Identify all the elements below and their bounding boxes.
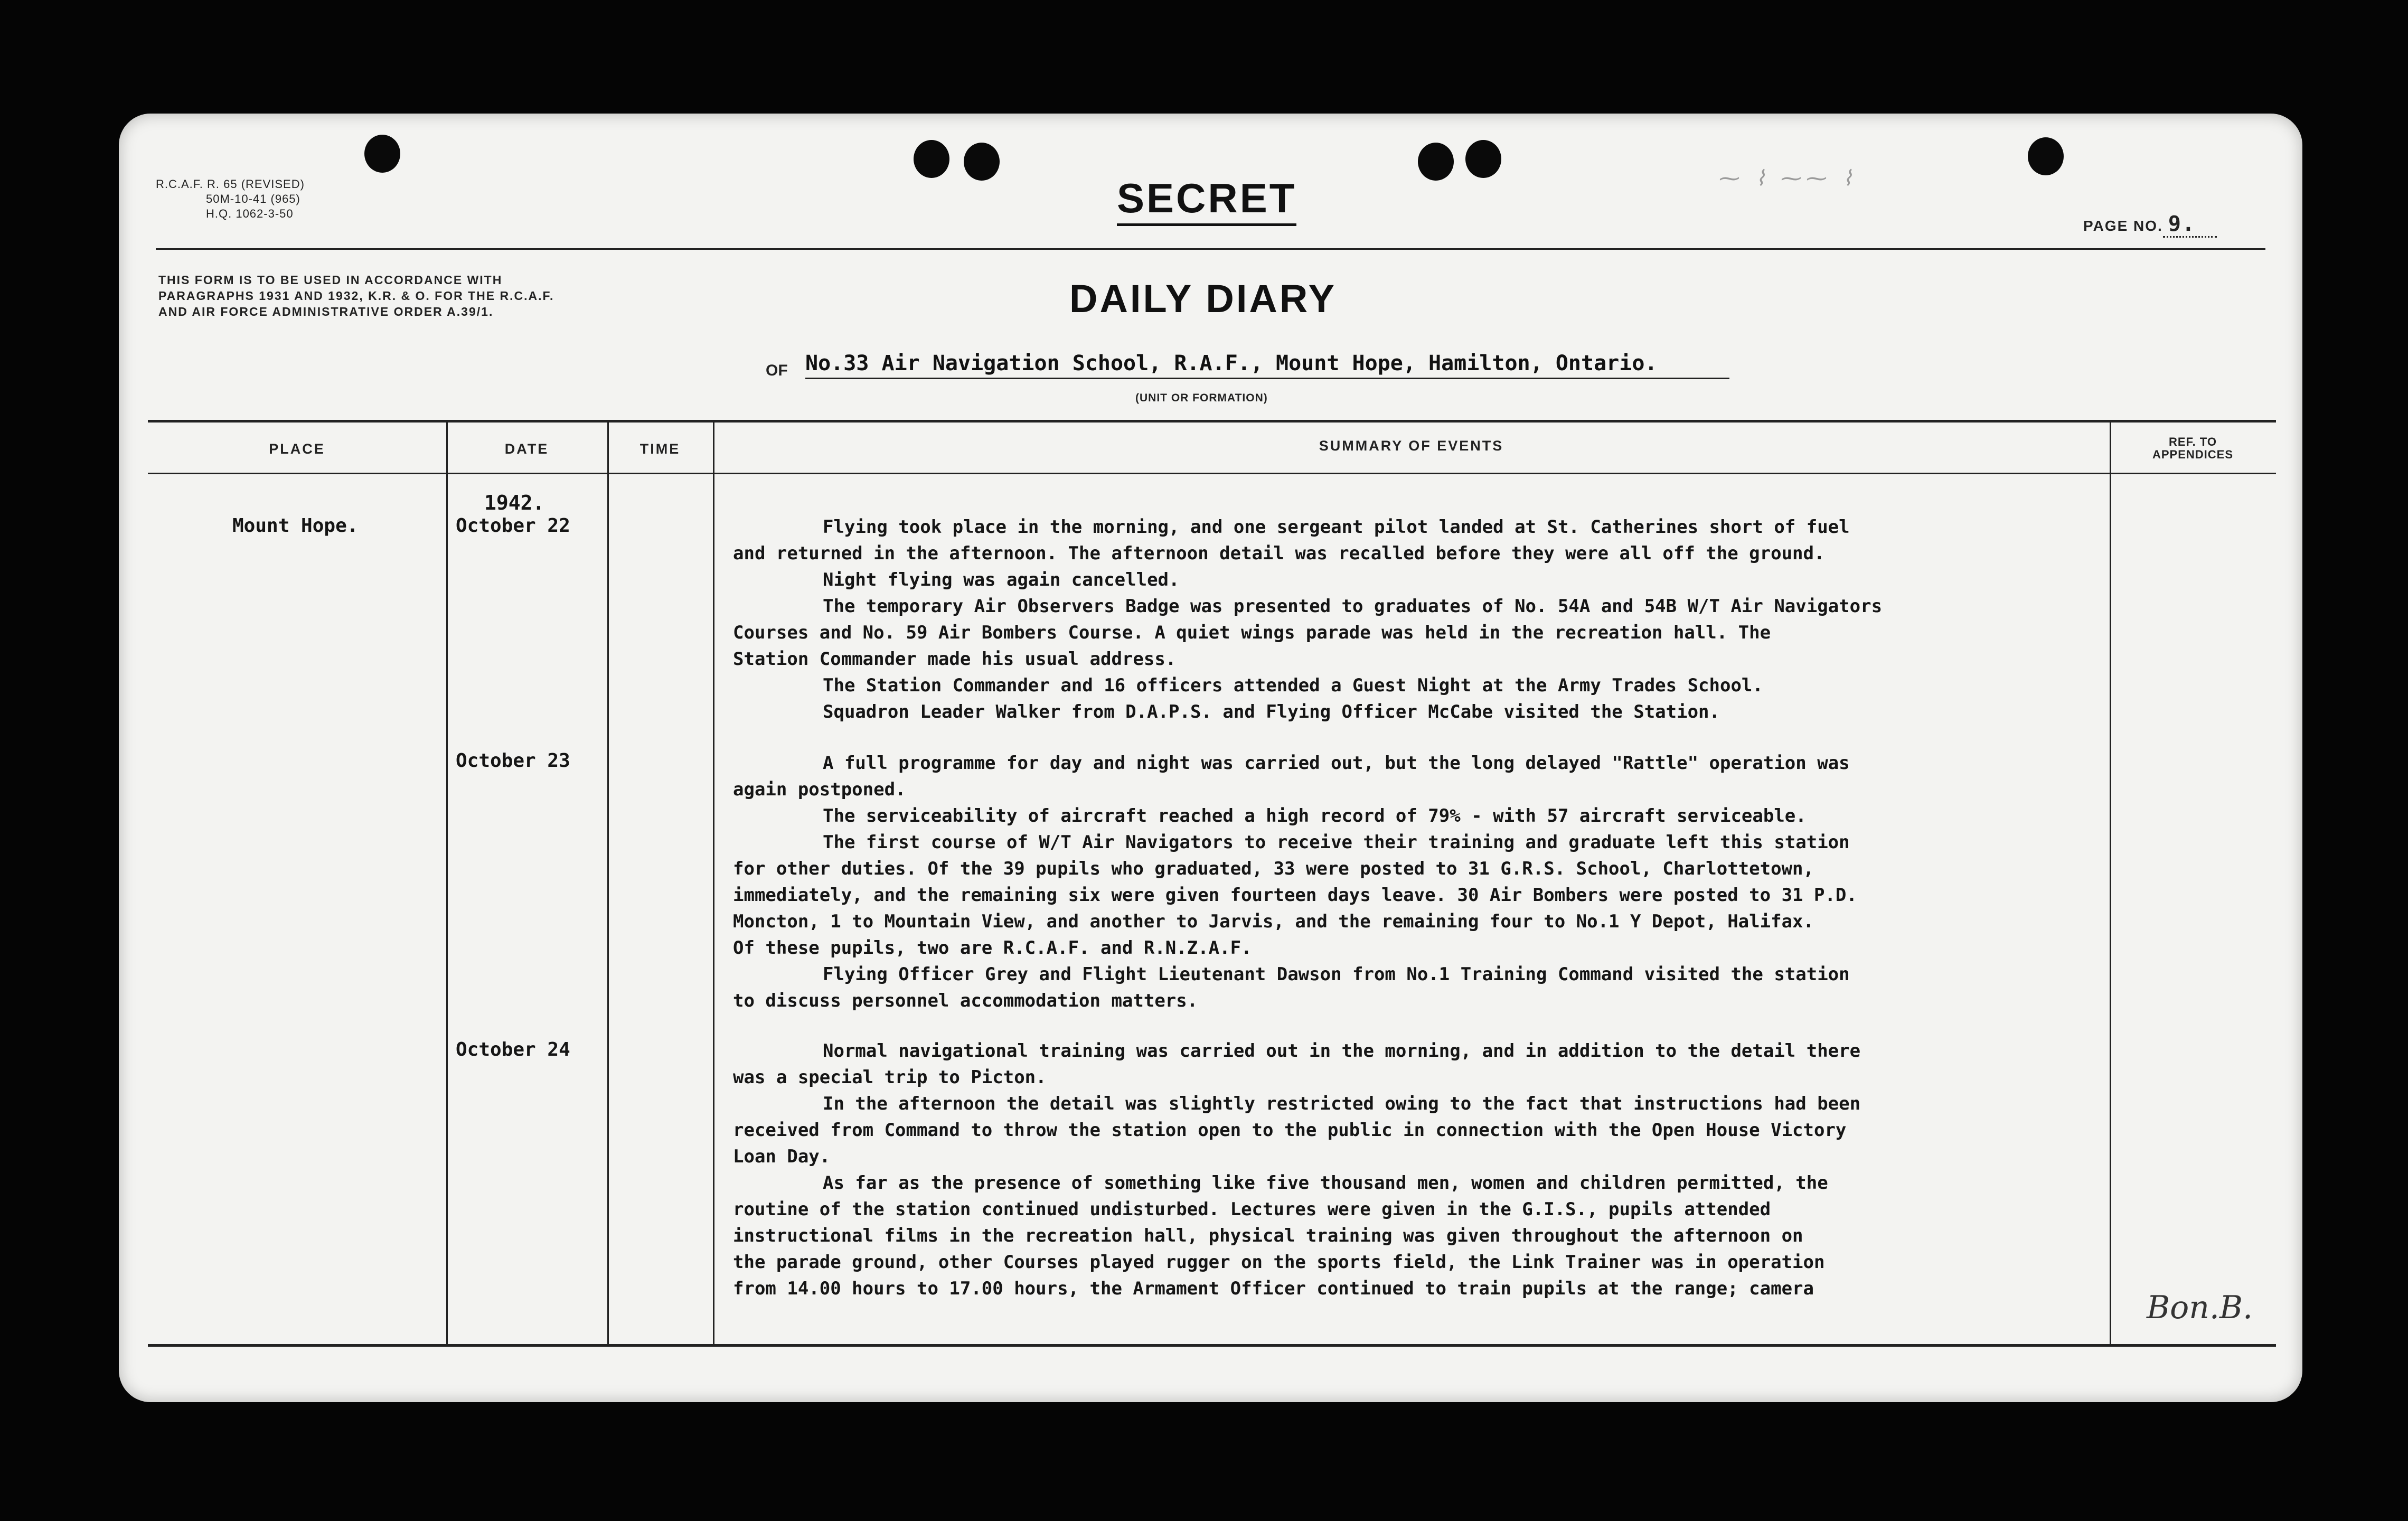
- punch-hole: [964, 143, 1000, 181]
- appendices-line: REF. TO: [2169, 435, 2217, 448]
- table-header-rule: [148, 473, 2276, 474]
- summary-line: again postponed.: [733, 779, 906, 800]
- form-ref-line: H.Q. 1062-3-50: [206, 207, 294, 220]
- summary-line: Station Commander made his usual address.: [733, 649, 1177, 670]
- date-cell: October 23: [456, 750, 570, 772]
- summary-line: As far as the presence of something like five thousand men, women and children permitted, the: [823, 1172, 1828, 1194]
- place-cell: Mount Hope.: [232, 515, 359, 537]
- form-title: DAILY DIARY: [1069, 277, 1337, 321]
- form-usage-notice: THIS FORM IS TO BE USED IN ACCORDANCE WITH PARAGRAPHS 1931 AND 1932, K.R. & O. FOR THE R.C.A.F. AND AIR FORCE ADMINISTRATIVE ORDER A.39/1.: [158, 273, 554, 318]
- page-label: PAGE NO.: [2083, 218, 2163, 234]
- column-divider: [713, 420, 714, 1344]
- summary-line: from 14.00 hours to 17.00 hours, the Armament Officer continued to train pupils at the range; camera: [733, 1278, 1814, 1299]
- summary-line: Of these pupils, two are R.C.A.F. and R.N.Z.A.F.: [733, 937, 1252, 959]
- year-cell: 1942.: [484, 491, 545, 514]
- summary-line: Moncton, 1 to Mountain View, and another to Jarvis, and the remaining four to No.1 Y Depot, Halifax.: [733, 911, 1814, 932]
- form-reference: [156, 177, 305, 221]
- event-summary: [733, 750, 2132, 1014]
- summary-line: A full programme for day and night was carried out, but the long delayed "Rattle" operation was: [823, 753, 1850, 774]
- handwritten-initials: Bon.B.: [2147, 1289, 2253, 1326]
- summary-line: Flying took place in the morning, and one sergeant pilot landed at St. Catherines short of fuel: [823, 517, 1850, 538]
- summary-line: The temporary Air Observers Badge was presented to graduates of No. 54A and 54B W/T Air Navigators: [823, 596, 1883, 617]
- punch-hole: [364, 135, 400, 173]
- summary-line: Courses and No. 59 Air Bombers Course. A quiet wings parade was held in the recreation hall. The: [733, 622, 1771, 643]
- faint-scribble: ⁓ ⌇ ⁓⁓ ⌇: [1719, 166, 1857, 191]
- summary-line: the parade ground, other Courses played rugger on the sports field, the Link Trainer was in operation: [733, 1252, 1825, 1273]
- form-ref-line: R.C.A.F. R. 65 (REVISED): [156, 177, 305, 191]
- punch-hole: [1465, 140, 1501, 178]
- date-cell: October 24: [456, 1039, 570, 1060]
- date-cell: October 22: [456, 515, 570, 537]
- column-header-place: PLACE: [269, 441, 325, 457]
- summary-line: instructional films in the recreation hall, physical training was given throughout the afternoon on: [733, 1225, 1803, 1246]
- column-divider: [607, 420, 609, 1344]
- summary-line: The first course of W/T Air Navigators to receive their training and graduate left this station: [823, 832, 1850, 853]
- summary-line: In the afternoon the detail was slightly restricted owing to the fact that instructions had been: [823, 1093, 1861, 1114]
- summary-line: Flying Officer Grey and Flight Lieutenant Dawson from No.1 Training Command visited the station: [823, 964, 1850, 985]
- divider: [156, 248, 2265, 250]
- of-label: OF: [766, 362, 788, 379]
- summary-line: received from Command to throw the station open to the public in connection with the Open House Victory: [733, 1120, 1847, 1141]
- summary-line: routine of the station continued undisturbed. Lectures were given in the G.I.S., pupils attended: [733, 1199, 1771, 1220]
- diary-form-sheet: [119, 114, 2302, 1402]
- page-number: [2083, 212, 2217, 236]
- column-divider: [446, 420, 448, 1344]
- unit-field: No.33 Air Navigation School, R.A.F., Mount Hope, Hamilton, Ontario.: [805, 351, 1729, 379]
- summary-line: The serviceability of aircraft reached a high record of 79% - with 57 aircraft serviceable.: [823, 805, 1807, 827]
- summary-line: Squadron Leader Walker from D.A.P.S. and Flying Officer McCabe visited the Station.: [823, 701, 1720, 722]
- page-number-value: 9.: [2163, 212, 2217, 238]
- summary-line: for other duties. Of the 39 pupils who graduated, 33 were posted to 31 G.R.S. School, Charlottetown,: [733, 858, 1814, 879]
- punch-hole: [914, 140, 949, 178]
- summary-line: Normal navigational training was carried out in the morning, and in addition to the detail there: [823, 1040, 1861, 1062]
- classification-heading: SECRET: [1117, 174, 1296, 226]
- unit-caption: (UNIT OR FORMATION): [1135, 392, 1268, 404]
- summary-line: immediately, and the remaining six were given fourteen days leave. 30 Air Bombers were posted to 31 P.D.: [733, 885, 1857, 906]
- summary-line: was a special trip to Picton.: [733, 1067, 1047, 1088]
- appendices-line: APPENDICES: [2152, 448, 2234, 461]
- column-header-summary: SUMMARY OF EVENTS: [1319, 438, 1504, 454]
- summary-line: and returned in the afternoon. The afternoon detail was recalled before they were all off the ground.: [733, 543, 1825, 564]
- summary-line: to discuss personnel accommodation matters.: [733, 990, 1198, 1011]
- event-summary: [733, 514, 2132, 725]
- summary-line: Night flying was again cancelled.: [823, 569, 1180, 590]
- column-header-appendices: [2110, 436, 2276, 461]
- punch-hole: [1418, 143, 1454, 181]
- form-ref-line: 50M-10-41 (965): [206, 192, 300, 205]
- summary-line: Loan Day.: [733, 1146, 831, 1167]
- table-top-rule: [148, 420, 2276, 422]
- table-bottom-rule: [148, 1344, 2276, 1347]
- event-summary: [733, 1038, 2132, 1302]
- summary-line: The Station Commander and 16 officers attended a Guest Night at the Army Trades School.: [823, 675, 1763, 696]
- column-header-date: DATE: [504, 441, 549, 457]
- column-header-time: TIME: [639, 441, 681, 457]
- punch-hole: [2028, 137, 2064, 175]
